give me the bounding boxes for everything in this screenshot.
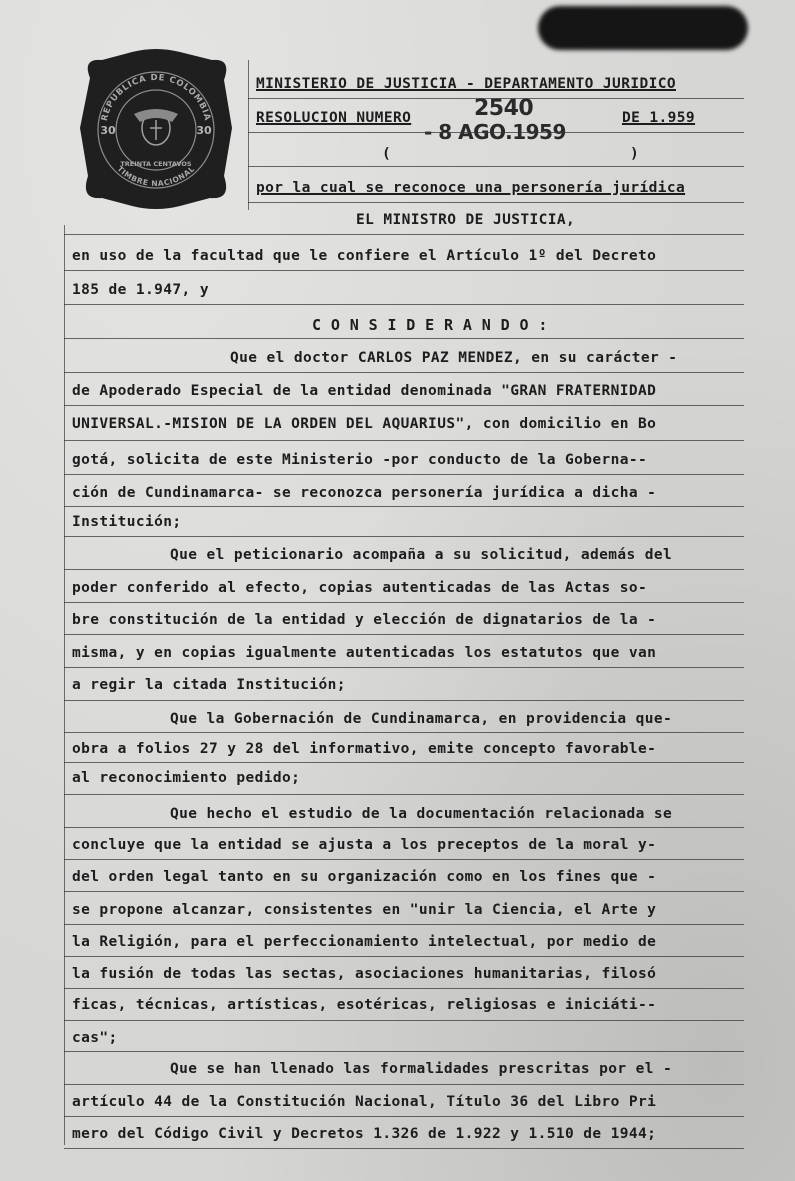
rule: [64, 405, 744, 406]
seal-lower-text: TIMBRE NACIONAL: [115, 164, 197, 189]
subject-line: por la cual se reconoce una personería jurídica: [256, 180, 686, 196]
seal-outer-text: REPUBLICA DE COLOMBIA: [99, 72, 213, 123]
rule: [64, 270, 744, 271]
body-line: gotá, solicita de este Ministerio -por conducto de la Goberna--: [72, 452, 648, 468]
authority-line: EL MINISTRO DE JUSTICIA,: [356, 212, 576, 228]
rule: [64, 827, 744, 828]
rule: [64, 1020, 744, 1021]
body-line: la Religión, para el perfeccionamiento intelectual, por medio de: [72, 934, 657, 950]
rule: [248, 98, 744, 99]
rule: [64, 700, 744, 701]
redaction-mark: [538, 6, 748, 50]
rule: [248, 202, 744, 203]
body-line: Que hecho el estudio de la documentación relacionada se: [170, 806, 673, 822]
body-line: artículo 44 de la Constitución Nacional, Título 36 del Libro Pri: [72, 1094, 657, 1110]
rule: [64, 762, 744, 763]
rule: [64, 667, 744, 668]
resolution-number-stamp: 2540: [474, 96, 534, 121]
rule: [64, 1051, 744, 1052]
considerando-heading: C O N S I D E R A N D O :: [312, 316, 548, 334]
rule: [64, 234, 744, 235]
year-label: DE 1.959: [622, 110, 696, 126]
rule: [64, 794, 744, 795]
body-line: ción de Cundinamarca- se reconozca personería jurídica a dicha -: [72, 485, 657, 501]
rule: [64, 602, 744, 603]
body-line: concluye que la entidad se ajusta a los preceptos de la moral y-: [72, 837, 657, 853]
rule: [64, 338, 744, 339]
body-line: la fusión de todas las sectas, asociaciones humanitarias, filosó: [72, 966, 657, 982]
rule: [64, 440, 744, 441]
margin-rule-top: [248, 60, 249, 210]
rule: [64, 732, 744, 733]
rule: [64, 924, 744, 925]
rule: [64, 569, 744, 570]
rule: [64, 506, 744, 507]
open-paren: (: [382, 146, 392, 162]
basis-line-2: 185 de 1.947, y: [72, 282, 209, 298]
close-paren: ): [630, 146, 640, 162]
body-line: poder conferido al efecto, copias autenticadas de las Actas so-: [72, 580, 648, 596]
rule: [64, 1116, 744, 1117]
body-line: de Apoderado Especial de la entidad denominada "GRAN FRATERNIDAD: [72, 383, 657, 399]
basis-line-1: en uso de la facultad que le confiere el Artículo 1º del Decreto: [72, 248, 657, 264]
body-line: a regir la citada Institución;: [72, 677, 346, 693]
body-line: ficas, técnicas, artísticas, esotéricas, religiosas e iniciáti--: [72, 997, 657, 1013]
rule: [248, 166, 744, 167]
rule: [64, 988, 744, 989]
rule: [64, 304, 744, 305]
body-line: se propone alcanzar, consistentes en "unir la Ciencia, el Arte y: [72, 902, 657, 918]
rule: [64, 1084, 744, 1085]
resolution-label: RESOLUCION NUMERO: [256, 110, 412, 126]
date-stamp: - 8 AGO.1959: [424, 120, 566, 144]
body-line: cas";: [72, 1030, 118, 1046]
body-line: Que el doctor CARLOS PAZ MENDEZ, en su carácter -: [230, 350, 678, 366]
rule: [64, 956, 744, 957]
seal-bottom-text: TREINTA CENTAVOS: [120, 160, 192, 168]
rule: [64, 634, 744, 635]
body-line: Que se han llenado las formalidades prescritas por el -: [170, 1061, 673, 1077]
body-line: mero del Código Civil y Decretos 1.326 de 1.922 y 1.510 de 1944;: [72, 1126, 657, 1142]
body-line: obra a folios 27 y 28 del informativo, emite concepto favorable-: [72, 741, 657, 757]
rule: [64, 1148, 744, 1149]
body-line: al reconocimiento pedido;: [72, 770, 301, 786]
rule: [64, 536, 744, 537]
ministry-line: MINISTERIO DE JUSTICIA - DEPARTAMENTO JURIDICO: [256, 76, 676, 92]
body-line: misma, y en copias igualmente autenticadas los estatutos que van: [72, 645, 657, 661]
body-line: UNIVERSAL.-MISION DE LA ORDEN DEL AQUARIUS", con domicilio en Bo: [72, 416, 657, 432]
rule: [248, 132, 744, 133]
seal-value-left: 30: [100, 124, 116, 137]
seal-value-right: 30: [196, 124, 212, 137]
rule: [64, 474, 744, 475]
rule: [64, 372, 744, 373]
body-line: Que el peticionario acompaña a su solicitud, además del: [170, 547, 673, 563]
body-line: Institución;: [72, 514, 182, 530]
body-line: del orden legal tanto en su organización como en los fines que -: [72, 869, 657, 885]
national-stamp-seal: [72, 48, 240, 210]
rule: [64, 891, 744, 892]
body-line: Que la Gobernación de Cundinamarca, en providencia que-: [170, 711, 673, 727]
body-line: bre constitución de la entidad y elección de dignatarios de la -: [72, 612, 657, 628]
rule: [64, 859, 744, 860]
margin-rule: [64, 225, 65, 1145]
